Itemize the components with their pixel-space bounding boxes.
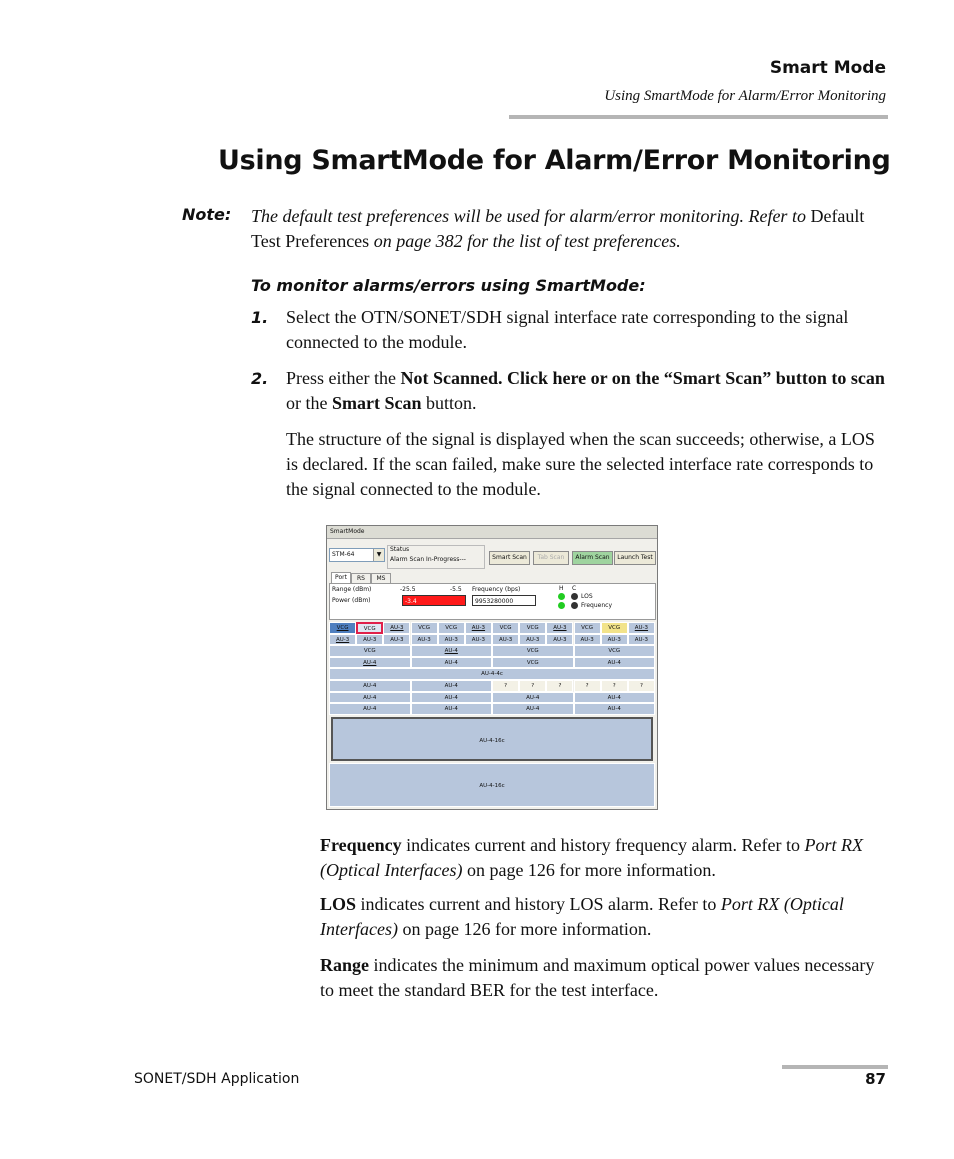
grid-cell[interactable]: VCG	[601, 622, 628, 634]
los-desc-text-2: on page 126 for more information.	[397, 919, 652, 939]
grid-cell[interactable]: ?	[601, 680, 628, 692]
los-term: LOS	[320, 894, 357, 914]
signal-structure-grid	[329, 622, 655, 808]
grid-cell[interactable]: VCG	[574, 622, 601, 634]
grid-cell[interactable]: VCG	[492, 657, 574, 669]
grid-cell[interactable]: AU-3	[329, 634, 356, 646]
frequency-term: Frequency	[320, 835, 402, 855]
range-description	[320, 953, 890, 1003]
grid-cell[interactable]: VCG	[356, 622, 383, 634]
grid-cell[interactable]: VCG	[438, 622, 465, 634]
grid-cell[interactable]: VCG	[329, 645, 411, 657]
range-min: -25.5	[400, 586, 416, 593]
note-text	[251, 204, 891, 254]
power-label: Power (dBm)	[332, 597, 371, 604]
frequency-ref-link[interactable]: Port RX (Optical Interfaces)	[320, 835, 864, 880]
grid-cell[interactable]: ?	[492, 680, 519, 692]
frequency-desc-text-2: on page 126 for more information.	[462, 860, 716, 880]
grid-cell[interactable]: AU-4	[492, 703, 574, 715]
grid-cell[interactable]: AU-4	[411, 680, 493, 692]
grid-cell[interactable]: AU-3	[383, 634, 410, 646]
step-1-number: 1.	[251, 308, 269, 327]
history-label: H	[559, 585, 564, 592]
grid-cell[interactable]: AU-4	[411, 703, 493, 715]
step-2-text	[286, 366, 890, 416]
frequency-alarm-label: Frequency	[581, 602, 612, 609]
los-desc-text: indicates current and history LOS alarm. Refer to	[356, 894, 721, 914]
page-title: Using SmartMode for Alarm/Error Monitoring	[218, 145, 891, 176]
smartmode-screenshot	[326, 525, 658, 810]
range-term: Range	[320, 955, 369, 975]
grid-cell[interactable]: ?	[546, 680, 573, 692]
window-title: SmartMode	[330, 528, 365, 535]
status-value: Alarm Scan In-Progress---	[390, 556, 466, 563]
frequency-description	[320, 833, 890, 883]
structure-paragraph: The structure of the signal is displayed when the scan succeeds; otherwise, a LOS is declared. If the scan failed, make sure the selected interface rate corresponds to the signal connected to the module.	[286, 429, 875, 499]
step-2-number: 2.	[251, 369, 269, 388]
grid-cell[interactable]: AU-3	[356, 634, 383, 646]
header-rule	[509, 115, 888, 119]
grid-cell[interactable]: VCG	[411, 622, 438, 634]
step-2-bold-1: Not Scanned. Click here or on the “Smart Scan” button to scan	[400, 368, 885, 388]
grid-cell[interactable]: AU-3	[519, 634, 546, 646]
running-header-chapter: Smart Mode	[769, 58, 886, 78]
grid-cell[interactable]: AU-4-16c	[329, 763, 655, 807]
grid-cell[interactable]: VCG	[492, 622, 519, 634]
procedure-title: To monitor alarms/errors using SmartMode:	[251, 276, 646, 295]
grid-cell[interactable]: AU-4-4c	[329, 668, 655, 680]
los-ref-link[interactable]: Port RX (Optical Interfaces)	[320, 894, 844, 939]
frequency-history-led-icon	[558, 602, 565, 609]
alarm-scan-button[interactable]: Alarm Scan	[572, 551, 613, 565]
grid-cell[interactable]: AU-3	[546, 622, 573, 634]
grid-cell[interactable]: VCG	[492, 645, 574, 657]
grid-cell[interactable]: AU-4	[574, 692, 656, 704]
grid-cell[interactable]: AU-3	[465, 622, 492, 634]
grid-cell[interactable]: AU-3	[628, 634, 655, 646]
frequency-value: 9953280000	[472, 595, 536, 606]
power-value: -3.4	[402, 595, 466, 606]
tab-port[interactable]: Port	[331, 572, 351, 584]
grid-cell[interactable]: AU-3	[465, 634, 492, 646]
grid-cell[interactable]: ?	[628, 680, 655, 692]
los-alarm-label: LOS	[581, 593, 593, 600]
running-header-section: Using SmartMode for Alarm/Error Monitoring	[604, 88, 886, 104]
grid-cell[interactable]: AU-4	[411, 692, 493, 704]
grid-cell[interactable]: AU-3	[546, 634, 573, 646]
grid-cell[interactable]: AU-4	[411, 645, 493, 657]
grid-cell[interactable]: AU-4	[492, 692, 574, 704]
grid-cell[interactable]: AU-4	[574, 657, 656, 669]
range-max: -5.5	[450, 586, 462, 593]
chevron-down-icon[interactable]: ▼	[373, 549, 384, 561]
los-history-led-icon	[558, 593, 565, 600]
rate-dropdown[interactable]	[329, 548, 385, 562]
grid-cell[interactable]: ?	[574, 680, 601, 692]
grid-cell[interactable]: AU-3	[492, 634, 519, 646]
range-desc-text: indicates the minimum and maximum optical power values necessary to meet the standard BER for the test interface.	[320, 955, 875, 1000]
note-text-1: The default test preferences will be used for alarm/error monitoring. Refer to	[251, 206, 811, 226]
grid-cell[interactable]: VCG	[574, 645, 656, 657]
grid-cell[interactable]: AU-3	[628, 622, 655, 634]
frequency-label: Frequency (bps)	[472, 586, 521, 593]
grid-cell[interactable]: ?	[519, 680, 546, 692]
grid-cell[interactable]: AU-4	[329, 680, 411, 692]
grid-cell[interactable]: AU-4-16c	[331, 717, 653, 761]
range-label: Range (dBm)	[332, 586, 372, 593]
step-2-post: button.	[421, 393, 477, 413]
los-current-led-icon	[571, 593, 578, 600]
status-box	[387, 545, 485, 569]
grid-cell[interactable]: AU-3	[601, 634, 628, 646]
grid-cell[interactable]: AU-3	[574, 634, 601, 646]
step-1-text: Select the OTN/SONET/SDH signal interface rate corresponding to the signal connected to the module.	[286, 307, 849, 352]
footer-book-title: SONET/SDH Application	[134, 1071, 300, 1087]
grid-cell[interactable]: AU-4	[329, 703, 411, 715]
step-2-bold-2: Smart Scan	[331, 393, 422, 413]
step-2-pre: Press either the	[286, 368, 401, 388]
step-2-mid: or the	[286, 393, 332, 413]
frequency-desc-text: indicates current and history frequency alarm. Refer to	[401, 835, 805, 855]
note-label: Note:	[182, 205, 232, 224]
footer-rule	[782, 1065, 888, 1069]
grid-cell[interactable]: AU-4	[329, 692, 411, 704]
note-link[interactable]: Default Test Preferences	[251, 206, 865, 251]
grid-cell[interactable]: AU-4	[411, 657, 493, 669]
rate-value: STM-64	[332, 551, 355, 558]
tab-ms[interactable]: MS	[371, 573, 391, 585]
tab-scan-button[interactable]: Tab Scan	[533, 551, 569, 565]
grid-cell[interactable]: AU-4	[329, 657, 411, 669]
current-label: C	[572, 585, 577, 592]
smart-scan-button[interactable]: Smart Scan	[489, 551, 530, 565]
frequency-current-led-icon	[571, 602, 578, 609]
status-label: Status	[390, 546, 410, 553]
launch-test-button[interactable]: Launch Test	[614, 551, 656, 565]
page-number: 87	[865, 1070, 886, 1088]
los-description	[320, 892, 890, 942]
grid-cell[interactable]: VCG	[329, 622, 356, 634]
grid-cell[interactable]: AU-3	[411, 634, 438, 646]
tab-rs[interactable]: RS	[351, 573, 371, 585]
port-panel	[329, 583, 656, 620]
window-titlebar	[327, 526, 657, 539]
grid-cell[interactable]: AU-4	[574, 703, 656, 715]
note-text-2: on page 382 for the list of test preferences.	[369, 231, 681, 251]
grid-cell[interactable]: VCG	[519, 622, 546, 634]
grid-cell[interactable]: AU-3	[438, 634, 465, 646]
grid-cell[interactable]: AU-3	[383, 622, 410, 634]
